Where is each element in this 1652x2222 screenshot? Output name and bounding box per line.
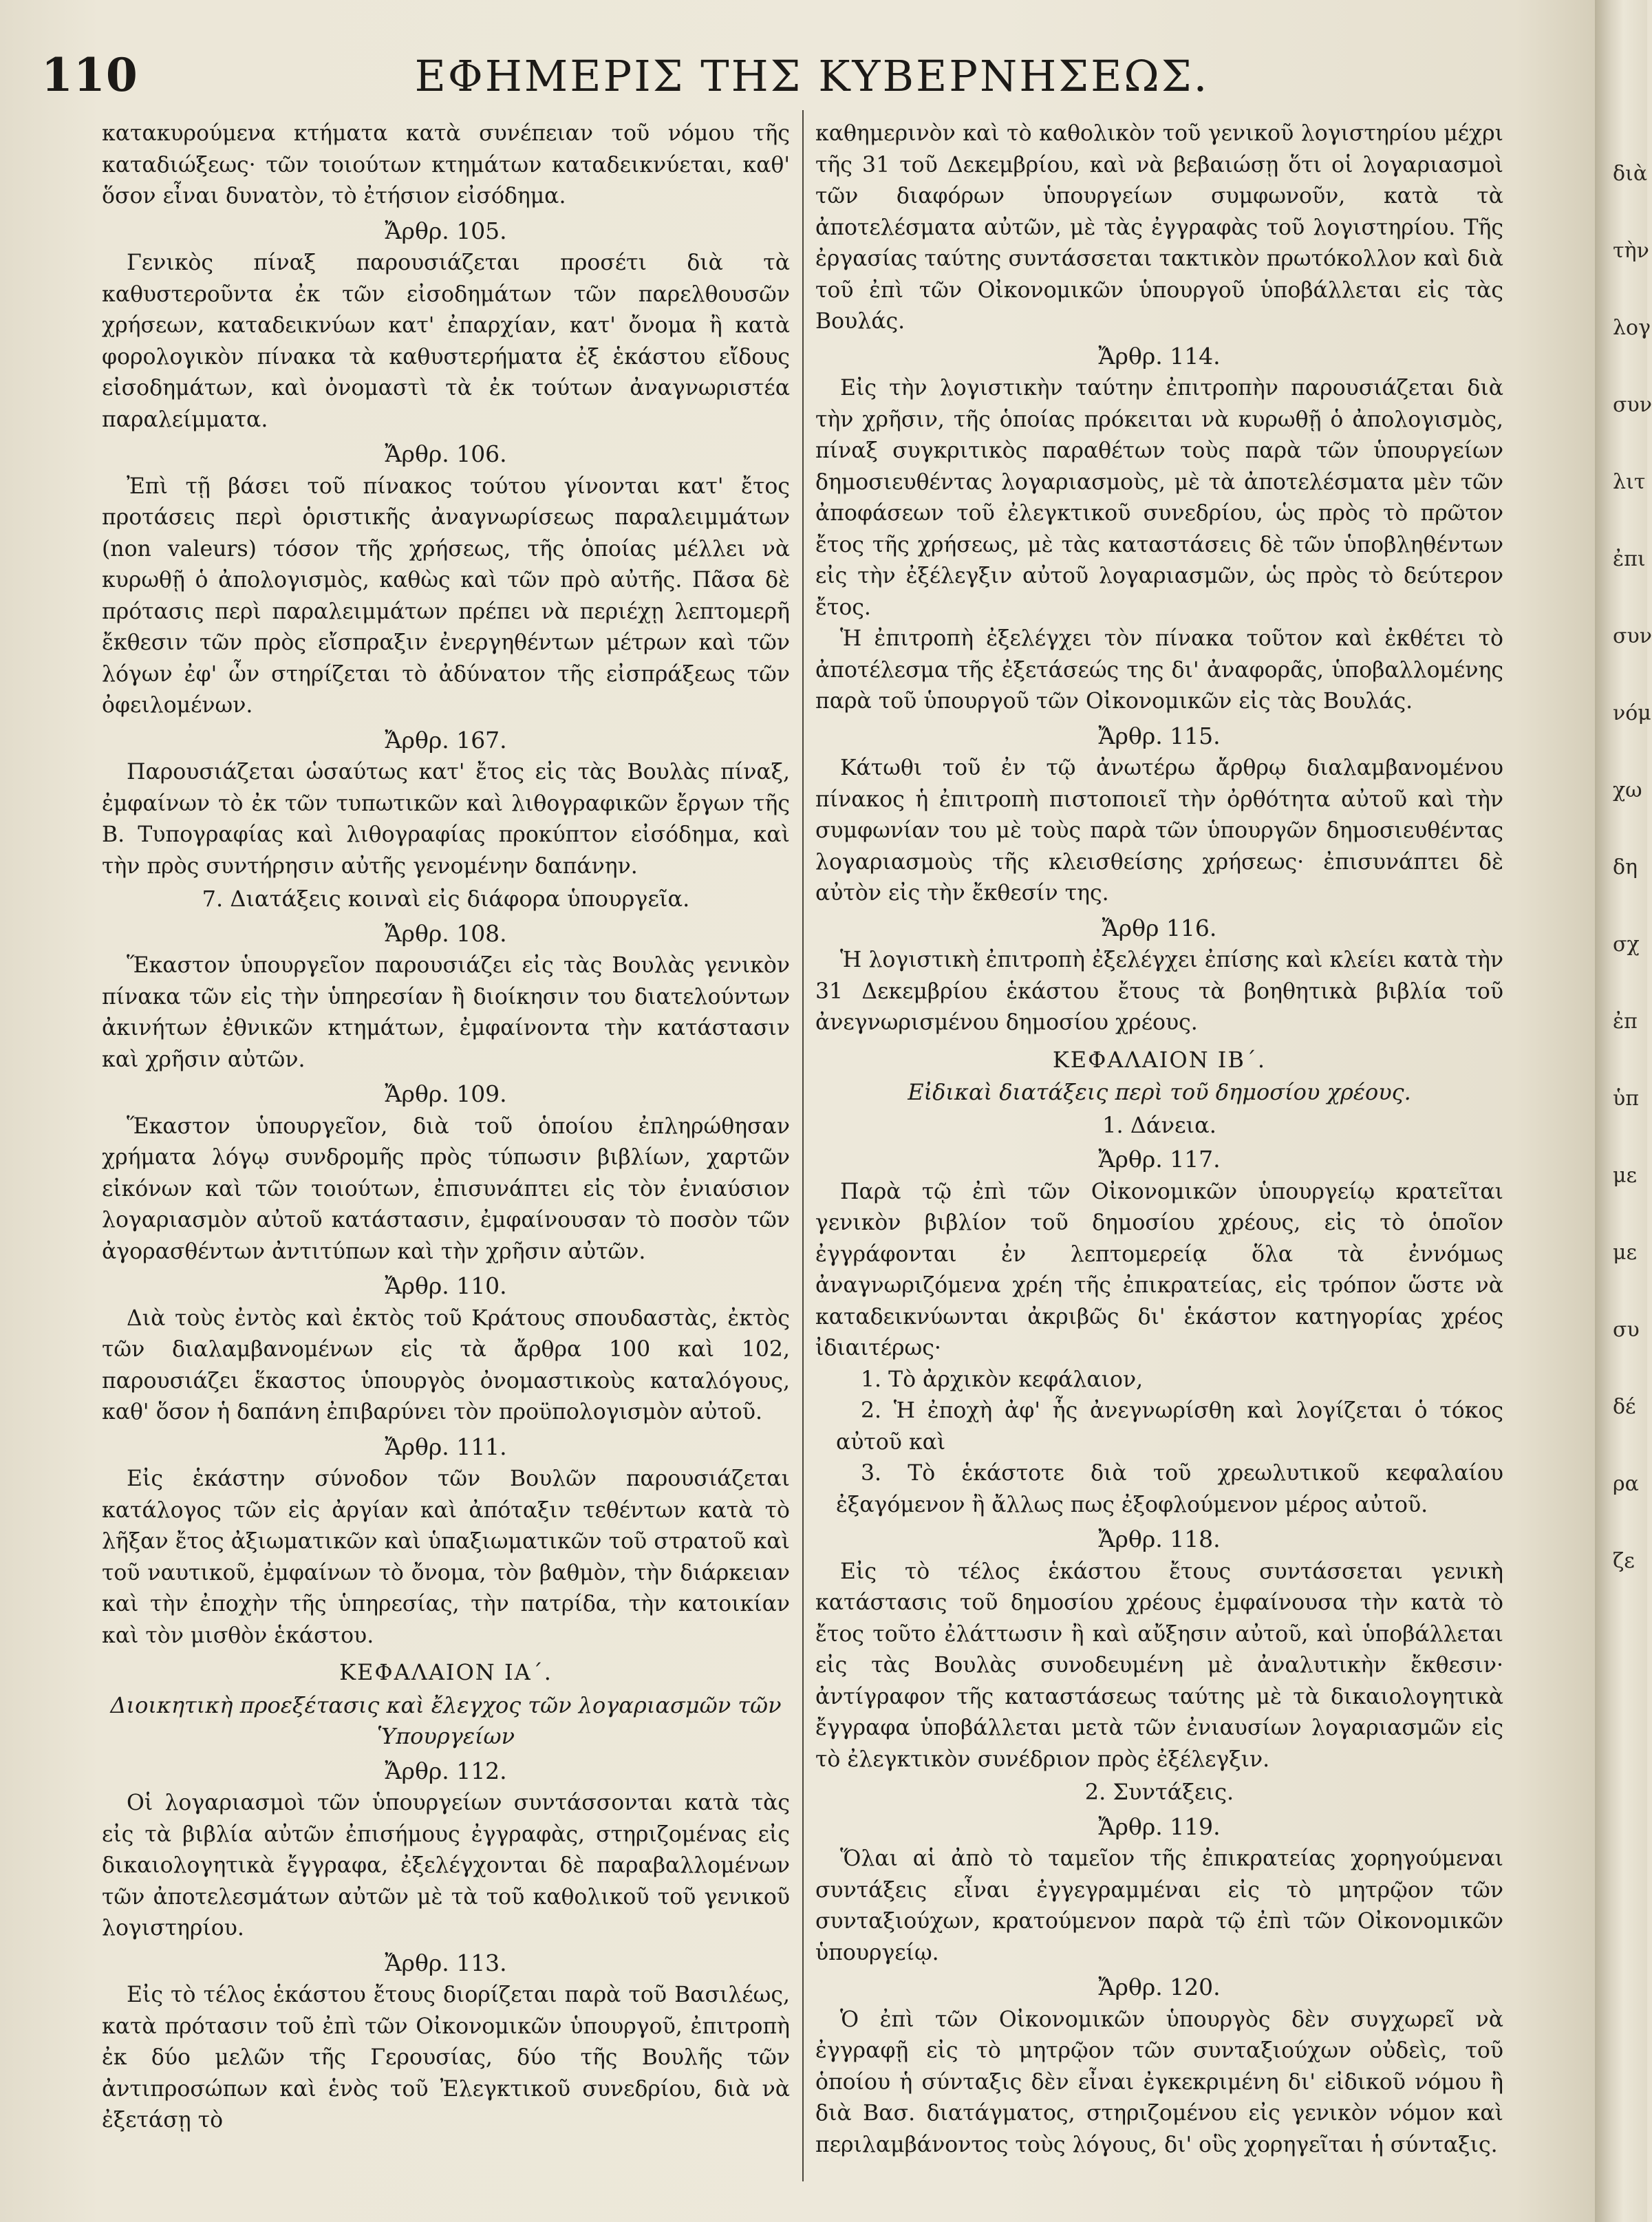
paragraph: κατακυρούμενα κτήματα κατὰ συνέπειαν τοῦ νόμου τῆς καταδιώξεως· τῶν τοιούτων κτημάτων καταδεικνύεται, καθ' ὅσον εἶναι δυνατὸν, τὸ ἐτήσιον εἰσόδημα. bbox=[102, 121, 790, 209]
paragraph: Ὁ ἐπὶ τῶν Οἰκονομικῶν ὑπουργὸς δὲν συγχωρεῖ νὰ ἐγγραφῇ εἰς τὸ μητρῷον τῶν συνταξιούχων οὐδεὶς, τοῦ ὁποίου ἡ σύνταξις δὲν εἶναι ἐγκεκριμένη δι' εἰδικοῦ νόμου ἢ διὰ Βασ. διατάγματος, στηριζομένου εἰς γενικὸν νόμον καὶ περιλαμβάνοντος τοὺς λόγους, δι' οὓς χορηγεῖται ἡ σύνταξις. bbox=[815, 2007, 1503, 2157]
article-heading: Ἄρθρ. 113. bbox=[385, 1949, 507, 1976]
paragraph: Ἡ λογιστικὴ ἐπιτροπὴ ἐξελέγχει ἐπίσης καὶ κλείει κατὰ τὴν 31 Δεκεμβρίου ἑκάστου ἔτους τὰ βοηθητικὰ βιβλία τοῦ ἀνεγνωρισμένου δημοσίου χρέους. bbox=[815, 948, 1503, 1035]
article-heading: Ἄρθρ. 167. bbox=[385, 726, 507, 754]
edge-fragment: συν bbox=[1613, 393, 1652, 417]
paragraph: Οἱ λογαριασμοὶ τῶν ὑπουργείων συντάσσονται κατὰ τὰς εἰς τὰ βιβλία αὐτῶν ἐπισήμους ἐγγραφὰς, στηριζομένας εἰς δικαιολογητικὰ ἔγγραφα, ἐξελέγχονται δὲ παραβαλλομένων τῶν ἀποτελεσμάτων αὐτῶν μὲ τὰ τοῦ καθολικοῦ τοῦ γενικοῦ λογιστηρίου. bbox=[102, 1791, 790, 1941]
paragraph: Εἰς τὸ τέλος ἑκάστου ἔτους διορίζεται παρὰ τοῦ Βασιλέως, κατὰ πρότασιν τοῦ ἐπὶ τῶν Οἰκονομικῶν ὑπουργοῦ, ἐπιτροπὴ ἐκ δύο μελῶν τῆς Γερουσίας, δύο τῆς Βουλῆς τῶν ἀντιπροσώπων καὶ ἑνὸς τοῦ Ἐλεγκτικοῦ συνεδρίου, διὰ νὰ ἐξετάσῃ τὸ bbox=[102, 1983, 790, 2133]
paragraph: Εἰς τὸ τέλος ἑκάστου ἔτους συντάσσεται γενικὴ κατάστασις τοῦ δημοσίου χρέους ἐμφαίνουσα τὴν κατὰ τὸ ἔτος τοῦτο ἐλάττωσιν ἢ καὶ αὔξησιν αὐτοῦ, καὶ ὑποβάλλεται εἰς τὰς Βουλὰς συνοδευμένη μὲ ἀναλυτικὴν ἔκθεσιν· ἀντίγραφον τῆς καταστάσεως ταύτης μὲ τὰ δικαιολογητικὰ ἔγγραφα ὑποβάλλεται μετὰ τῶν ἐνιαυσίων λογαριασμῶν εἰς τὸ ἐλεγκτικὸν συνέδριον πρὸς ἐξέλεγξιν. bbox=[815, 1559, 1503, 1772]
article-heading: Ἄρθρ. 117. bbox=[1098, 1146, 1221, 1173]
list-item: 3. Τὸ ἑκάστοτε διὰ τοῦ χρεωλυτικοῦ κεφαλαίου ἐξαγόμενον ἢ ἄλλως πως ἐξοφλούμενον μέρος αὐτοῦ. bbox=[836, 1461, 1503, 1517]
page-header bbox=[41, 41, 1583, 103]
list-item: 1. Τὸ ἀρχικὸν κεφάλαιον, bbox=[861, 1367, 1144, 1392]
article-heading: Ἄρθρ. 112. bbox=[385, 1757, 507, 1784]
running-title: ΕΦΗΜΕΡΙΣ ΤΗΣ ΚΥΒΕΡΝΗΣΕΩΣ. bbox=[414, 51, 1210, 101]
edge-fragment: λιτ bbox=[1613, 470, 1646, 494]
edge-fragment: νόμ bbox=[1613, 701, 1651, 725]
paragraph: Ὅλαι αἱ ἀπὸ τὸ ταμεῖον τῆς ἐπικρατείας χορηγούμεναι συντάξεις εἶναι ἐγγεγραμμέναι εἰς τὸ μητρῷον τῶν συνταξιούχων, κρατούμενον παρὰ τῷ ἐπὶ τῶν Οἰκονομικῶν ὑπουργείῳ. bbox=[815, 1846, 1503, 1965]
edge-fragment: ζε bbox=[1613, 1549, 1635, 1573]
edge-fragment: λογ bbox=[1613, 316, 1651, 340]
edge-fragment: δη bbox=[1613, 855, 1638, 879]
column-divider bbox=[802, 110, 804, 2181]
paragraph: Γενικὸς πίναξ παρουσιάζεται προσέτι διὰ τὰ καθυστεροῦντα ἐκ τῶν εἰσοδημάτων τῶν παρελθουσῶν χρήσεων, καταδεικνύων κατ' ἐπαρχίαν, κατ' ὄνομα ἢ κατὰ φορολογικὸν πίνακα τὰ καθυστερήματα ἐξ ἑκάστου εἴδους εἰσοδημάτων, καὶ ὀνομαστὶ τὰ ἐκ τούτων ἀναγνωριστέα παραλείμματα. bbox=[102, 250, 790, 432]
edge-fragment: ρα bbox=[1613, 1472, 1639, 1496]
article-heading: Ἄρθρ. 111. bbox=[385, 1433, 507, 1460]
edge-fragment: με bbox=[1613, 1164, 1638, 1188]
paragraph: Ἡ ἐπιτροπὴ ἐξελέγχει τὸν πίνακα τοῦτον καὶ ἐκθέτει τὸ ἀποτέλεσμα τῆς ἐξετάσεώς της δι' ἀναφορᾶς, ὑποβαλλομένης παρὰ τοῦ ὑπουργοῦ τῶν Οἰκονομικῶν εἰς τὰς Βουλάς. bbox=[815, 626, 1503, 714]
article-heading: Ἄρθρ. 118. bbox=[1098, 1526, 1221, 1552]
paragraph: Ἕκαστον ὑπουργεῖον παρουσιάζει εἰς τὰς Βουλὰς γενικὸν πίνακα τῶν εἰς τὴν ὑπηρεσίαν ἢ διοίκησιν του διατελούντων ἀκινήτων ἐθνικῶν κτημάτων, ἐμφαίνοντα τὴν κατάστασιν καὶ χρῆσιν αὐτῶν. bbox=[102, 953, 790, 1072]
paragraph: Ἐπὶ τῇ βάσει τοῦ πίνακος τούτου γίνονται κατ' ἔτος προτάσεις περὶ ὁριστικῆς ἀναγνωρίσεως παραλειμμάτων (non valeurs) τόσον τῆς χρήσεως, τῆς ὁποίας μέλλει νὰ κυρωθῇ ὁ ἀπολογισμὸς, καθὼς καὶ τῶν πρὸ αὐτῆς. Πᾶσα δὲ πρότασις περὶ παραλειμμάτων πρέπει νὰ περιέχῃ λεπτομερῆ ἔκθεσιν τῶν πρὸς εἴσπραξιν ἐνεργηθέντων μέτρων καὶ τῶν λόγων ἐφ' ὧν στηρίζεται τὸ ἀδύνατον τῆς εἰσπράξεως τῶν ὀφειλομένων. bbox=[102, 473, 790, 718]
list-item: 2. Ἡ ἐποχὴ ἀφ' ἧς ἀνεγνωρίσθη καὶ λογίζεται ὁ τόκος αὐτοῦ καὶ bbox=[836, 1398, 1503, 1455]
paragraph: καθημερινὸν καὶ τὸ καθολικὸν τοῦ γενικοῦ λογιστηρίου μέχρι τῆς 31 τοῦ Δεκεμβρίου, καὶ νὰ βεβαιώσῃ ὅτι οἱ λογαριασμοὶ τῶν διαφόρων ὑπουργείων συμφωνοῦν, κατὰ τὰ ἀποτελέσματα αὐτῶν, μὲ τὰς ἐγγραφὰς τοῦ λογιστηρίου. Τῆς ἐργασίας ταύτης συντάσσεται τακτικὸν πρωτόκολλον καὶ διὰ τοῦ ἐπὶ τῶν Οἰκονομικῶν ὑπουργοῦ ὑποβάλλεται εἰς τὰς Βουλάς. bbox=[815, 121, 1503, 334]
article-heading: Ἄρθρ. 114. bbox=[1098, 342, 1221, 370]
article-heading: Ἄρθρ. 108. bbox=[385, 919, 507, 947]
edge-fragment: δέ bbox=[1613, 1395, 1636, 1419]
chapter-subtitle: Εἰδικαὶ διατάξεις περὶ τοῦ δημοσίου χρέους. bbox=[908, 1079, 1411, 1105]
edge-fragment: τὴν bbox=[1613, 239, 1649, 263]
article-heading: Ἄρθρ. 119. bbox=[1098, 1813, 1221, 1840]
right-column bbox=[815, 118, 1503, 2169]
edge-fragment: διὰ bbox=[1613, 162, 1648, 186]
edge-fragment: ἐπ bbox=[1613, 1009, 1638, 1034]
paragraph: Κάτωθι τοῦ ἐν τῷ ἀνωτέρω ἄρθρῳ διαλαμβανομένου πίνακος ἡ ἐπιτροπὴ πιστοποιεῖ τὴν ὀρθότητα αὐτοῦ καὶ τὴν συμφωνίαν του μὲ τοὺς παρὰ τῶν ὑπουργῶν δημοσιευθέντας λογαριασμοὺς τῆς κλεισθείσης χρήσεως· ἐπισυνάπτει δὲ αὐτὸν εἰς τὴν ἔκθεσίν της. bbox=[815, 756, 1503, 906]
edge-fragment: συν bbox=[1613, 624, 1652, 648]
article-heading: Ἄρθρ. 106. bbox=[385, 440, 507, 467]
section-heading: 7. Διατάξεις κοιναὶ εἰς διάφορα ὑπουργεῖα. bbox=[202, 886, 690, 912]
page-number: 110 bbox=[41, 48, 138, 102]
article-heading: Ἄρθρ. 120. bbox=[1098, 1974, 1221, 2000]
chapter-heading: ΚΕΦΑΛΑΙΟΝ ΙΑ΄. bbox=[339, 1659, 553, 1685]
edge-fragment: ἐπι bbox=[1613, 547, 1646, 571]
article-heading: Ἄρθρ. 110. bbox=[385, 1272, 507, 1299]
article-heading: Ἄρθρ. 109. bbox=[385, 1080, 507, 1107]
edge-fragment: χω bbox=[1613, 778, 1642, 802]
section-heading: 1. Δάνεια. bbox=[1102, 1111, 1216, 1138]
edge-fragment: σχ bbox=[1613, 932, 1640, 957]
paragraph: Παρουσιάζεται ὡσαύτως κατ' ἔτος εἰς τὰς Βουλὰς πίναξ, ἐμφαίνων τὸ ἐκ τῶν τυπωτικῶν καὶ λιθογραφικῶν ἔργων τῆς Β. Τυπογραφίας καὶ λιθογραφίας προκύπτον εἰσόδημα, καὶ τὴν πρὸς συντήρησιν αὐτῆς γενομένην δαπάνην. bbox=[102, 760, 790, 879]
paragraph: Εἰς τὴν λογιστικὴν ταύτην ἐπιτροπὴν παρουσιάζεται διὰ τὴν χρῆσιν, τῆς ὁποίας πρόκειται νὰ κυρωθῇ ὁ ἀπολογισμὸς, πίναξ συγκριτικὸς παραθέτων τοὺς παρὰ τῶν ὑπουργείων δημοσιευθέντας λογαριασμοὺς, μὲ τὰ ἀποτελέσματα μὲν τῶν ἀποφάσεων τοῦ ἐλεγκτικοῦ συνεδρίου, ὡς πρὸς τὸ πρῶτον ἔτος τῆς χρήσεως, μὲ τὰς καταστάσεις δὲ τῶν ὑποβληθέντων εἰς τὴν ἐξέλεγξιν αὐτοῦ λογαριασμῶν, ὡς πρὸς τὸ δεύτερον ἔτος. bbox=[815, 376, 1503, 620]
chapter-heading: ΚΕΦΑΛΑΙΟΝ ΙΒ΄. bbox=[1052, 1046, 1267, 1073]
paragraph: Εἰς ἑκάστην σύνοδον τῶν Βουλῶν παρουσιάζεται κατάλογος τῶν εἰς ἀργίαν καὶ ἀπόταξιν τεθέντων κατὰ τὸ λῆξαν ἔτος ἀξιωματικῶν καὶ ὑπαξιωματικῶν τοῦ στρατοῦ καὶ τοῦ ναυτικοῦ, ἐμφαίνων τὸ ὄνομα, τὸν βαθμὸν, τὴν διάρκειαν καὶ τὴν ἐποχὴν τῆς ὑπηρεσίας, τὴν πατρίδα, τὴν κατοικίαν καὶ τὸν μισθὸν ἑκάστου. bbox=[102, 1466, 790, 1648]
paragraph: Διὰ τοὺς ἐντὸς καὶ ἐκτὸς τοῦ Κράτους σπουδαστὰς, ἐκτὸς τῶν διαλαμβανομένων εἰς τὰ ἄρθρα 100 καὶ 102, παρουσιάζει ἕκαστος ὑπουργὸς ὀνομαστικοὺς καταλόγους, καθ' ὅσον ἡ δαπάνη ἐπιβαρύνει τὸν προϋπολογισμὸν αὐτοῦ. bbox=[102, 1305, 790, 1424]
paragraph: Παρὰ τῷ ἐπὶ τῶν Οἰκονομικῶν ὑπουργείῳ κρατεῖται γενικὸν βιβλίον τοῦ δημοσίου χρέους, εἰς τὸ ὁποῖον ἐγγράφονται ἐν λεπτομερείᾳ ὅλα τὰ ἐννόμως ἀναγνωριζόμενα χρέη τῆς ἐπικρατείας, εἰς τρόπον ὥστε νὰ καταδεικνύωνται ἀκριβῶς δι' ἑκάστον κατηγορίας χρέος ἰδιαιτέρως· bbox=[815, 1179, 1503, 1360]
edge-fragment: ὑπ bbox=[1613, 1087, 1639, 1111]
left-column bbox=[102, 118, 790, 2169]
adjacent-page-edge bbox=[1613, 158, 1652, 2154]
edge-fragment: συ bbox=[1613, 1318, 1640, 1342]
article-heading: Ἄρθρ. 105. bbox=[385, 217, 507, 244]
section-heading: 2. Συντάξεις. bbox=[1084, 1779, 1234, 1805]
article-heading: Ἄρθρ 116. bbox=[1102, 914, 1217, 941]
paragraph: Ἕκαστον ὑπουργεῖον, διὰ τοῦ ὁποίου ἐπληρώθησαν χρήματα λόγῳ συνδρομῆς πρὸς τύπωσιν βιβλίων, χαρτῶν εἰκόνων καὶ τῶν τοιούτων, ἐπισυνάπτει εἰς τὸν ἐνιαύσιον λογαριασμὸν αὐτοῦ κατάστασιν, ἐμφαίνουσαν τὸ ποσὸν τῶν ἀγορασθέντων ἀντιτύπων καὶ τὴν χρῆσιν αὐτῶν. bbox=[102, 1113, 790, 1264]
edge-fragment: με bbox=[1613, 1241, 1638, 1265]
chapter-subtitle: Διοικητικὴ προεξέτασις καὶ ἔλεγχος τῶν λογαριασμῶν τῶν Ὑπουργείων bbox=[110, 1691, 782, 1749]
article-heading: Ἄρθρ. 115. bbox=[1098, 722, 1221, 749]
